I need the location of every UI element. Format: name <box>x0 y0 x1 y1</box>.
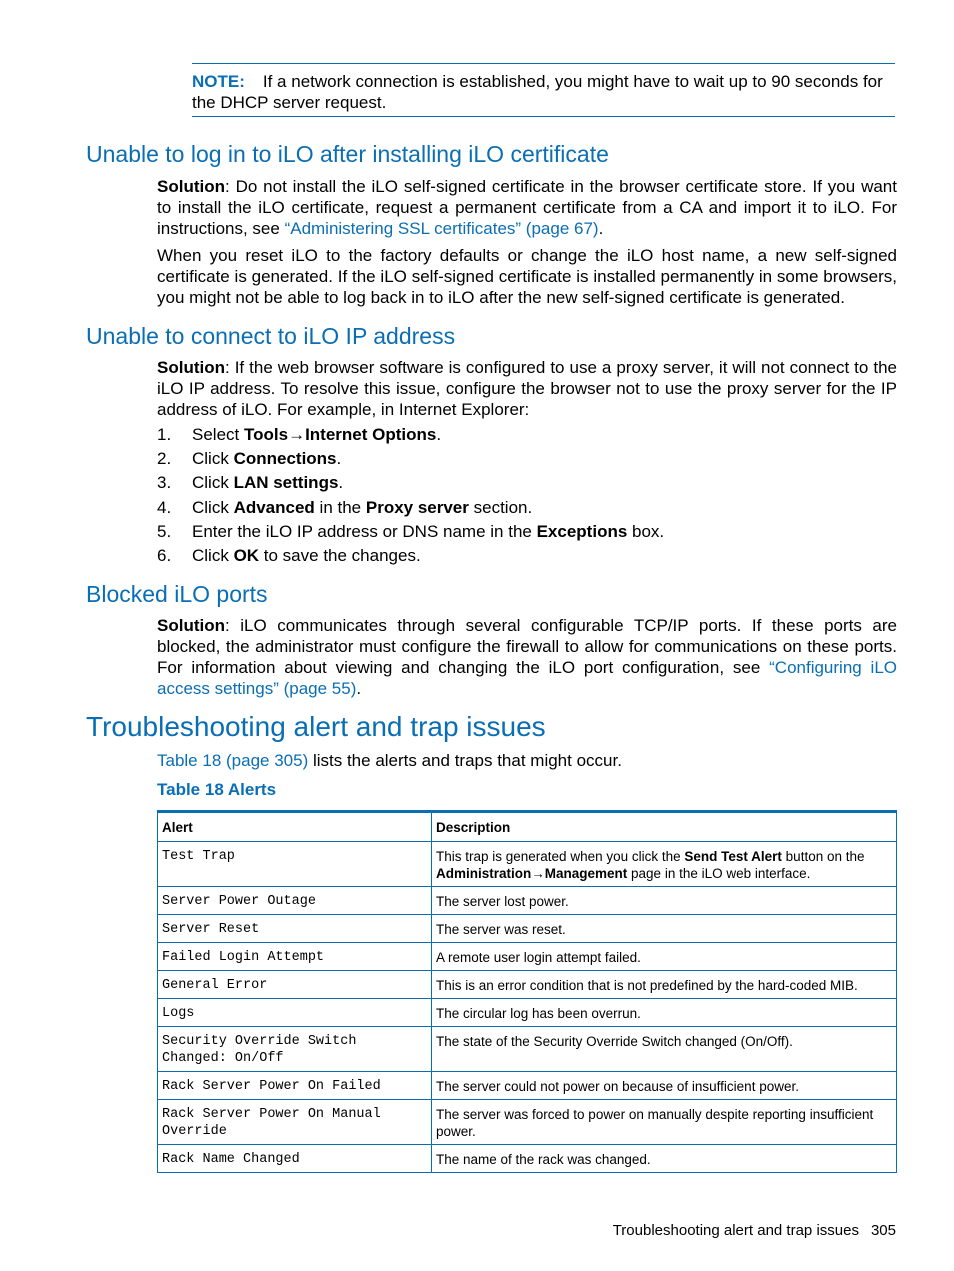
table-row <box>158 887 897 915</box>
step-text: → <box>288 425 306 444</box>
cert-solution-end: . <box>598 219 604 238</box>
table-row <box>158 999 897 1027</box>
note-text: If a network connection is established, you might have to wait up to 90 seconds for the DHCP server request. <box>192 72 883 112</box>
description-cell <box>432 842 897 887</box>
step-text: . <box>336 449 342 469</box>
list-item <box>157 497 664 521</box>
alerts-table <box>157 810 897 1173</box>
heading-alerts: Troubleshooting alert and trap issues <box>86 711 546 742</box>
step-text: box. <box>627 521 665 541</box>
desc-text: This trap is generated when you click the <box>436 849 685 864</box>
table-row <box>158 1100 897 1145</box>
step-number: 5. <box>157 521 172 541</box>
alert-cell: Security Override Switch Changed: On/Off <box>158 1027 432 1072</box>
step-number: 3. <box>157 473 172 493</box>
alert-cell: Rack Server Power On Failed <box>158 1072 432 1100</box>
step-text: Click <box>192 497 234 517</box>
list-item <box>157 424 664 448</box>
link-table-18[interactable]: Table 18 (page 305) <box>157 751 309 770</box>
ports-solution-paragraph <box>157 615 897 699</box>
description-cell: The server was forced to power on manually despite reporting insufficient power. <box>432 1100 897 1145</box>
solution-label: Solution <box>157 358 225 377</box>
list-item <box>157 472 664 496</box>
description-cell: The circular log has been overrun. <box>432 999 897 1027</box>
table-header-row <box>158 812 897 842</box>
column-header-description: Description <box>432 812 897 842</box>
description-cell: The server was reset. <box>432 915 897 943</box>
page-number: 305 <box>870 1222 896 1239</box>
table-row <box>158 1072 897 1100</box>
desc-bold: Administration→Management <box>436 866 628 881</box>
step-text: Select <box>192 425 244 444</box>
alert-cell: Rack Name Changed <box>158 1145 432 1173</box>
step-text: to save the changes. <box>259 545 421 565</box>
alert-cell: Failed Login Attempt <box>158 943 432 971</box>
step-bold: Proxy server <box>365 497 469 517</box>
step-bold: Tools <box>243 425 289 444</box>
desc-text: button on the <box>781 849 865 864</box>
step-bold: Connections <box>233 449 337 469</box>
table-caption: Table 18 Alerts <box>157 780 277 799</box>
list-item <box>157 545 664 569</box>
step-text: Enter the iLO IP address or DNS name in the <box>192 521 537 541</box>
step-number: 1. <box>157 425 172 444</box>
ports-solution-text: : iLO communicates through several configurable TCP/IP ports. If these ports are blocked, the administrator must configure the firewall to allow for communications on these ports. For information about viewing and changing the iLO port configuration, see <box>157 616 897 677</box>
cert-solution-paragraph <box>157 176 897 239</box>
step-text: section. <box>468 497 533 517</box>
step-bold: Exceptions <box>536 521 628 541</box>
connect-solution-paragraph <box>157 357 897 420</box>
table-row <box>158 1145 897 1173</box>
step-number: 4. <box>157 497 172 517</box>
alert-cell: Logs <box>158 999 432 1027</box>
alert-cell: Server Reset <box>158 915 432 943</box>
description-cell: The server could not power on because of insufficient power. <box>432 1072 897 1100</box>
step-bold: OK <box>233 545 260 565</box>
solution-label: Solution <box>157 616 225 635</box>
step-text: in the <box>314 497 366 517</box>
connect-solution-text: : If the web browser software is configured to use a proxy server, it will not connect to the iLO IP address. To resolve this issue, configure the browser not to use the proxy server for the IP address of iLO. For example, in Internet Explorer: <box>157 358 897 419</box>
note-label: NOTE: <box>192 72 245 91</box>
ports-solution-end: . <box>356 679 362 698</box>
table-row <box>158 915 897 943</box>
table-row <box>158 842 897 887</box>
description-cell: This is an error condition that is not predefined by the hard-coded MIB. <box>432 971 897 999</box>
table-row <box>158 971 897 999</box>
step-text: Click <box>192 473 234 493</box>
alert-cell: Server Power Outage <box>158 887 432 915</box>
heading-connect: Unable to connect to iLO IP address <box>86 323 456 349</box>
table-row <box>158 943 897 971</box>
description-cell: The server lost power. <box>432 887 897 915</box>
heading-cert: Unable to log in to iLO after installing iLO certificate <box>86 141 609 167</box>
desc-text: page in the iLO web interface. <box>627 866 811 881</box>
step-number: 2. <box>157 449 172 469</box>
description-cell: The name of the rack was changed. <box>432 1145 897 1173</box>
footer-title: Troubleshooting alert and trap issues <box>612 1222 859 1239</box>
step-text: Click <box>192 545 234 565</box>
list-item <box>157 521 664 545</box>
link-configuring-ilo-access[interactable]: “Configuring iLO access settings” (page 55) <box>157 658 898 698</box>
step-text: Click <box>192 449 234 469</box>
step-bold: LAN settings <box>233 473 339 493</box>
description-cell: A remote user login attempt failed. <box>432 943 897 971</box>
alert-cell: Rack Server Power On Manual Override <box>158 1100 432 1145</box>
solution-label: Solution <box>157 177 225 196</box>
alert-cell: General Error <box>158 971 432 999</box>
step-bold: Advanced <box>233 497 315 517</box>
page-footer <box>613 1222 896 1239</box>
description-cell: The state of the Security Override Switch changed (On/Off). <box>432 1027 897 1072</box>
step-number: 6. <box>157 545 172 565</box>
step-text: . <box>338 473 344 493</box>
step-text: . <box>436 425 442 444</box>
step-bold: Internet Options <box>305 425 437 444</box>
heading-ports: Blocked iLO ports <box>86 581 268 607</box>
alerts-intro-paragraph <box>157 750 897 771</box>
note-box <box>192 63 895 117</box>
table-row <box>158 1027 897 1072</box>
proxy-steps-list <box>157 424 664 569</box>
cert-reset-paragraph: When you reset iLO to the factory defaults or change the iLO host name, a new self-signed certificate is generated. If the iLO self-signed certificate is installed permanently in some browsers, you might not be able to log back in to iLO after the new self-signed certificate is generated. <box>157 246 897 307</box>
column-header-alert: Alert <box>158 812 432 842</box>
desc-bold: Send Test Alert <box>684 849 782 864</box>
link-administering-ssl[interactable]: “Administering SSL certificates” (page 67) <box>284 219 599 238</box>
cert-solution-text: : Do not install the iLO self-signed certificate in the browser certificate store. If you want to install the iLO certificate, request a permanent certificate from a CA and import it to iLO. For instructions, see <box>157 177 897 238</box>
list-item <box>157 448 664 472</box>
alert-cell: Test Trap <box>158 842 432 887</box>
alerts-intro-text: lists the alerts and traps that might occur. <box>308 751 622 770</box>
